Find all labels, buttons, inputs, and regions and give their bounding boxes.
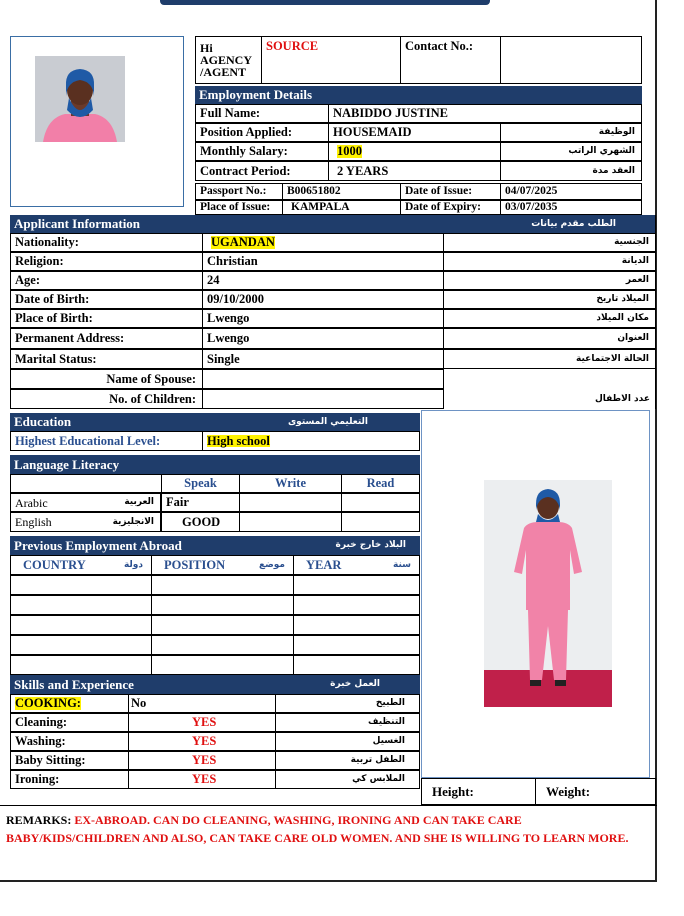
remarks-line-1 (6, 813, 522, 828)
previous-empty-cell (10, 615, 152, 635)
skill-label-text: Washing: (15, 734, 66, 749)
applicant-value: Single (207, 351, 240, 366)
skill-label (10, 770, 129, 789)
skill-label (10, 694, 129, 713)
applicant-value-cell (202, 328, 444, 349)
portrait-photo (35, 56, 125, 142)
place-of-issue-value: KAMPALA (282, 200, 401, 215)
spouse-value (202, 369, 444, 389)
applicant-label: Marital Status: (10, 349, 203, 369)
position-arabic: الوظيفة (500, 123, 642, 142)
language-name: English (10, 512, 110, 532)
previous-empty-cell (293, 615, 420, 635)
contract-value: 2 YEARS (328, 161, 501, 181)
applicant-value-cell (202, 271, 444, 290)
applicant-value: Lwengo (207, 311, 250, 326)
children-label: No. of Children: (10, 389, 203, 409)
col-write: Write (239, 474, 342, 493)
previous-empty-cell (151, 575, 294, 595)
applicant-value: 09/10/2000 (207, 292, 264, 307)
agency-label-cell (195, 36, 262, 84)
applicant-value-cell (202, 309, 444, 328)
skill-value: No (128, 694, 276, 713)
skills-header-arabic: العمل خبرة (330, 679, 380, 689)
full-body-photo (484, 480, 612, 707)
previous-empty-cell (151, 635, 294, 655)
previous-header-arabic: البلاد خارج خبرة (335, 540, 406, 550)
agent-label: /AGENT (200, 65, 247, 79)
skill-label-text: Baby Sitting: (15, 753, 86, 768)
education-header-arabic: التعليمي المستوى (287, 417, 368, 427)
applicant-value-cell (202, 349, 444, 369)
applicant-header-title: Applicant Information (14, 216, 141, 231)
language-write (239, 512, 342, 532)
applicant-header-arabic: الطلب مقدم بيانات (531, 219, 616, 229)
previous-col-ar: سنة (393, 559, 411, 570)
contact-label: Contact No.: (400, 36, 501, 84)
language-write (239, 493, 342, 512)
salary-cell (328, 142, 501, 161)
children-value (202, 389, 444, 409)
portrait-photo-frame (10, 36, 184, 207)
previous-col-en: YEAR (306, 557, 342, 572)
previous-empty-cell (151, 615, 294, 635)
previous-empty-cell (151, 595, 294, 615)
previous-col-header (293, 555, 420, 575)
passport-number-label: Passport No.: (195, 183, 283, 200)
skill-label-text: Ironing: (15, 772, 60, 787)
hi-label: Hi (200, 41, 213, 55)
skill-label-text: COOKING: (15, 696, 81, 711)
previous-empty-cell (293, 595, 420, 615)
position-value: HOUSEMAID (328, 123, 501, 142)
applicant-value: Christian (207, 254, 258, 269)
contract-arabic: العقد مدة (500, 161, 642, 181)
language-speak: GOOD (161, 512, 240, 532)
previous-empty-cell (10, 655, 152, 675)
previous-col-ar: موضع (258, 559, 285, 570)
skill-label (10, 713, 129, 732)
previous-col-ar: دولة (123, 559, 143, 570)
previous-empty-cell (293, 575, 420, 595)
remarks-label: REMARKS: (6, 813, 72, 827)
applicant-arabic: العمر (443, 271, 656, 290)
skill-arabic: الطفل تربية (275, 751, 420, 770)
language-blank-head (10, 474, 161, 493)
previous-header (10, 536, 420, 555)
previous-col-header (151, 555, 294, 575)
col-speak: Speak (161, 474, 240, 493)
remarks-text-1: EX-ABROAD. CAN DO CLEANING, WASHING, IRONING AND CAN TAKE CARE (74, 813, 522, 827)
education-level-label: Highest Educational Level: (10, 431, 203, 451)
previous-empty-cell (293, 635, 420, 655)
applicant-value: Lwengo (207, 331, 250, 346)
remarks-text-2: BABY/KIDS/CHILDREN AND ALSO, CAN TAKE CARE OLD WOMEN. AND SHE IS WILLING TO LEARN MORE. (6, 831, 629, 845)
applicant-label: Religion: (10, 252, 203, 271)
salary-value: 1000 (337, 144, 362, 159)
issue-date-label: Date of Issue: (400, 183, 501, 200)
applicant-right-border (655, 215, 656, 409)
expiry-date-label: Date of Expiry: (400, 200, 501, 215)
applicant-label: Date of Birth: (10, 290, 203, 309)
skill-arabic: التنظيف (275, 713, 420, 732)
language-arabic: الانجليزية (100, 512, 161, 532)
applicant-arabic: مكان الميلاد (443, 309, 656, 328)
skills-header (10, 675, 420, 694)
salary-label: Monthly Salary: (195, 142, 329, 161)
full-name-label: Full Name: (195, 104, 329, 123)
position-label: Position Applied: (195, 123, 329, 142)
weight-label: Weight: (535, 778, 656, 805)
source-cell: SOURCE (261, 36, 401, 84)
applicant-value-cell (202, 290, 444, 309)
skill-label (10, 751, 129, 770)
education-level-cell (202, 431, 420, 451)
previous-empty-cell (10, 635, 152, 655)
education-header (10, 413, 420, 431)
skill-label (10, 732, 129, 751)
expiry-date-value: 03/07/2035 (500, 200, 642, 215)
previous-col-header (10, 555, 152, 575)
applicant-label: Place of Birth: (10, 309, 203, 328)
place-of-issue-label: Place of Issue: (195, 200, 283, 215)
language-read (341, 493, 420, 512)
skill-value: YES (128, 751, 276, 770)
full-photo-panel (421, 410, 650, 778)
applicant-arabic: الجنسية (443, 233, 656, 252)
issue-date-value: 04/07/2025 (500, 183, 642, 200)
previous-empty-cell (151, 655, 294, 675)
skill-arabic: الملابس كي (275, 770, 420, 789)
skill-arabic: الطبيخ (275, 694, 420, 713)
applicant-label: Nationality: (10, 233, 203, 252)
full-name-value: NABIDDO JUSTINE (328, 104, 642, 123)
salary-arabic: الشهري الراتب (500, 142, 642, 161)
applicant-value-cell (202, 233, 444, 252)
contract-label: Contract Period: (195, 161, 329, 181)
language-name: Arabic (10, 493, 110, 512)
spouse-label: Name of Spouse: (10, 369, 203, 389)
applicant-label: Permanent Address: (10, 328, 203, 349)
title-remnant (160, 0, 490, 5)
agency-label: AGENCY (200, 53, 253, 67)
language-speak: Fair (161, 493, 240, 512)
height-label: Height: (421, 778, 536, 805)
skill-arabic: الغسيل (275, 732, 420, 751)
contact-value (500, 36, 642, 84)
language-header: Language Literacy (10, 455, 420, 474)
skill-value: YES (128, 732, 276, 751)
passport-number-value: B00651802 (282, 183, 401, 200)
applicant-value-cell (202, 252, 444, 271)
applicant-header (10, 215, 656, 233)
skill-label-text: Cleaning: (15, 715, 68, 730)
applicant-arabic: الحالة الاجتماعية (443, 349, 656, 369)
previous-empty-cell (10, 595, 152, 615)
applicant-arabic: الميلاد تاريخ (443, 290, 656, 309)
language-arabic: العربية (100, 493, 161, 512)
previous-col-en: COUNTRY (23, 557, 86, 572)
employment-header: Employment Details (195, 86, 642, 104)
skill-value: YES (128, 770, 276, 789)
children-arabic: عدد الاطفال (594, 393, 650, 404)
skills-header-title: Skills and Experience (14, 676, 134, 692)
remarks-divider (0, 805, 657, 806)
applicant-value: 24 (207, 273, 220, 288)
applicant-arabic: الديانة (443, 252, 656, 271)
previous-empty-cell (293, 655, 420, 675)
previous-header-title: Previous Employment Abroad (14, 537, 182, 553)
previous-empty-cell (10, 575, 152, 595)
col-read: Read (341, 474, 420, 493)
previous-col-en: POSITION (164, 557, 226, 572)
applicant-label: Age: (10, 271, 203, 290)
skill-value: YES (128, 713, 276, 732)
applicant-arabic: العنوان (443, 328, 656, 349)
education-header-title: Education (14, 414, 72, 429)
applicant-value: UGANDAN (211, 235, 275, 250)
education-level-value: High school (207, 433, 270, 448)
language-read (341, 512, 420, 532)
